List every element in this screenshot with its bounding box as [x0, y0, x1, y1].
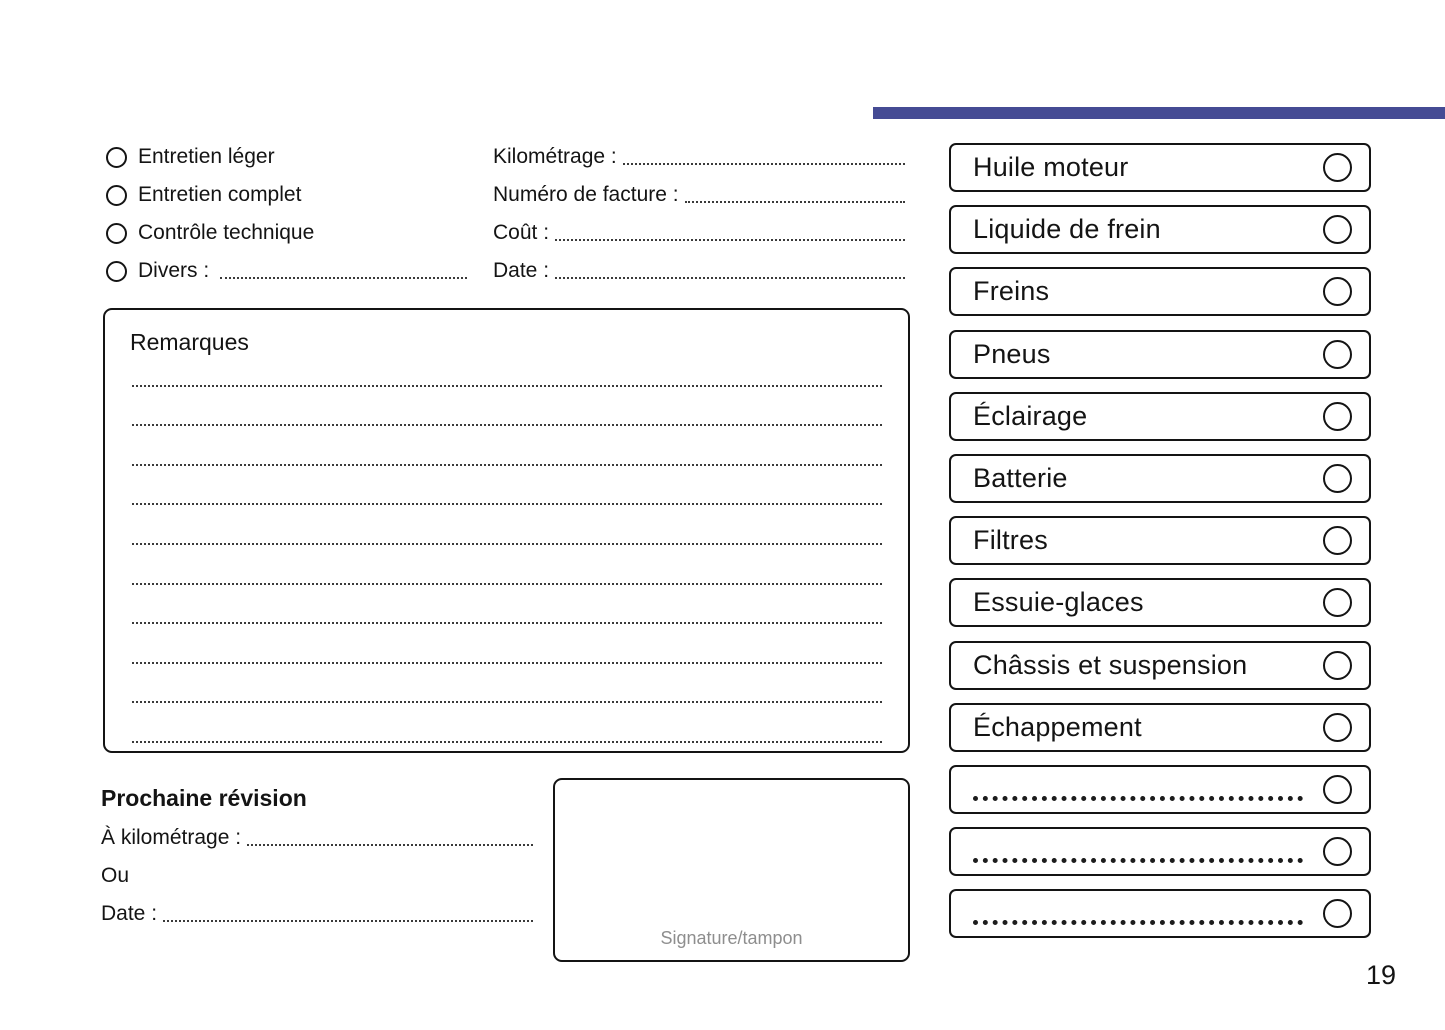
accent-bar: [873, 107, 1445, 119]
check-circle[interactable]: [1323, 837, 1352, 866]
invoice-field-row: [493, 176, 905, 214]
service-type-row: [106, 138, 467, 176]
remarks-lines: [132, 347, 882, 743]
page-number: 19: [1366, 960, 1397, 990]
next-service-field-label: Date :: [101, 902, 158, 925]
check-circle[interactable]: [1323, 526, 1352, 555]
fill-in-line[interactable]: [973, 920, 1303, 925]
invoice-field-row: [493, 214, 905, 252]
remarks-box: [103, 308, 910, 753]
checklist-item-label: Freins: [973, 276, 1050, 307]
check-circle[interactable]: [1323, 651, 1352, 680]
service-type-label: Divers :: [138, 259, 210, 282]
remarks-write-line[interactable]: [132, 426, 882, 466]
fill-in-line[interactable]: [163, 920, 533, 922]
checklist-item-label: Pneus: [973, 338, 1051, 369]
remarks-write-line[interactable]: [132, 545, 882, 585]
fill-in-line[interactable]: [973, 796, 1303, 801]
fill-in-line[interactable]: [685, 201, 905, 203]
radio-circle[interactable]: [106, 185, 127, 206]
check-circle[interactable]: [1323, 464, 1352, 493]
invoice-field-label: Kilométrage :: [493, 145, 617, 168]
radio-circle[interactable]: [106, 223, 127, 244]
service-type-row: [106, 214, 467, 252]
next-service-title: Prochaine révision: [101, 784, 307, 811]
fill-in-line[interactable]: [220, 277, 467, 279]
check-circle[interactable]: [1323, 340, 1352, 369]
checklist-item: [949, 330, 1371, 379]
invoice-field-label: Coût :: [493, 221, 550, 244]
service-type-label: Entretien complet: [138, 183, 302, 206]
next-service-field-label: À kilométrage :: [101, 826, 242, 849]
invoice-field-row: [493, 252, 905, 290]
checklist-item-label: Essuie-glaces: [973, 587, 1144, 618]
checklist-item: [949, 392, 1371, 441]
invoice-field-label: Numéro de facture :: [493, 183, 679, 206]
checklist-item-label: Échappement: [973, 711, 1142, 742]
checklist-item-label: Liquide de frein: [973, 214, 1161, 245]
checklist-item-label: Châssis et suspension: [973, 649, 1248, 680]
next-service-section: [101, 777, 533, 933]
next-service-field-row: [101, 819, 533, 857]
remarks-write-line[interactable]: [132, 624, 882, 664]
signature-box[interactable]: [553, 778, 910, 962]
check-circle[interactable]: [1323, 899, 1352, 928]
checklist-item: [949, 765, 1371, 814]
remarks-title: Remarques: [130, 329, 249, 355]
remarks-write-line[interactable]: [132, 664, 882, 704]
check-circle[interactable]: [1323, 588, 1352, 617]
checklist: [949, 143, 1371, 951]
fill-in-line[interactable]: [555, 277, 905, 279]
checklist-item: [949, 703, 1371, 752]
checklist-item: [949, 454, 1371, 503]
check-circle[interactable]: [1323, 153, 1352, 182]
check-circle[interactable]: [1323, 215, 1352, 244]
remarks-write-line[interactable]: [132, 585, 882, 625]
checklist-item-label: Batterie: [973, 462, 1068, 493]
checklist-item: [949, 267, 1371, 316]
checklist-item-label: Huile moteur: [973, 152, 1129, 182]
remarks-write-line[interactable]: [132, 347, 882, 387]
next-service-field-row: [101, 857, 533, 895]
remarks-write-line[interactable]: [132, 505, 882, 545]
service-type-group: [106, 138, 467, 290]
radio-circle[interactable]: [106, 261, 127, 282]
remarks-write-line[interactable]: [132, 387, 882, 427]
checklist-item: [949, 641, 1371, 690]
check-circle[interactable]: [1323, 402, 1352, 431]
check-circle[interactable]: [1323, 775, 1352, 804]
next-service-field-label: Ou: [101, 864, 130, 887]
checklist-item: [949, 889, 1371, 938]
next-service-fields: [101, 819, 533, 933]
radio-circle[interactable]: [106, 147, 127, 168]
invoice-fields-group: [493, 138, 905, 290]
remarks-write-line[interactable]: [132, 703, 882, 743]
remarks-write-line[interactable]: [132, 466, 882, 506]
invoice-field-row: [493, 138, 905, 176]
check-circle[interactable]: [1323, 713, 1352, 742]
service-type-label: Contrôle technique: [138, 221, 315, 244]
checklist-item: [949, 516, 1371, 565]
checklist-item-label: Filtres: [973, 525, 1048, 556]
checklist-item-label: Éclairage: [973, 400, 1088, 431]
invoice-field-label: Date :: [493, 259, 550, 282]
next-service-field-row: [101, 895, 533, 933]
service-type-row: [106, 252, 467, 290]
service-type-row: [106, 176, 467, 214]
signature-placeholder: Signature/tampon: [660, 928, 803, 948]
check-circle[interactable]: [1323, 277, 1352, 306]
checklist-item: [949, 578, 1371, 627]
fill-in-line[interactable]: [247, 844, 533, 846]
checklist-item: [949, 205, 1371, 254]
service-type-label: Entretien léger: [138, 145, 275, 168]
fill-in-line[interactable]: [623, 163, 905, 165]
fill-in-line[interactable]: [555, 239, 905, 241]
fill-in-line[interactable]: [973, 858, 1303, 863]
checklist-item: [949, 143, 1371, 192]
checklist-item: [949, 827, 1371, 876]
